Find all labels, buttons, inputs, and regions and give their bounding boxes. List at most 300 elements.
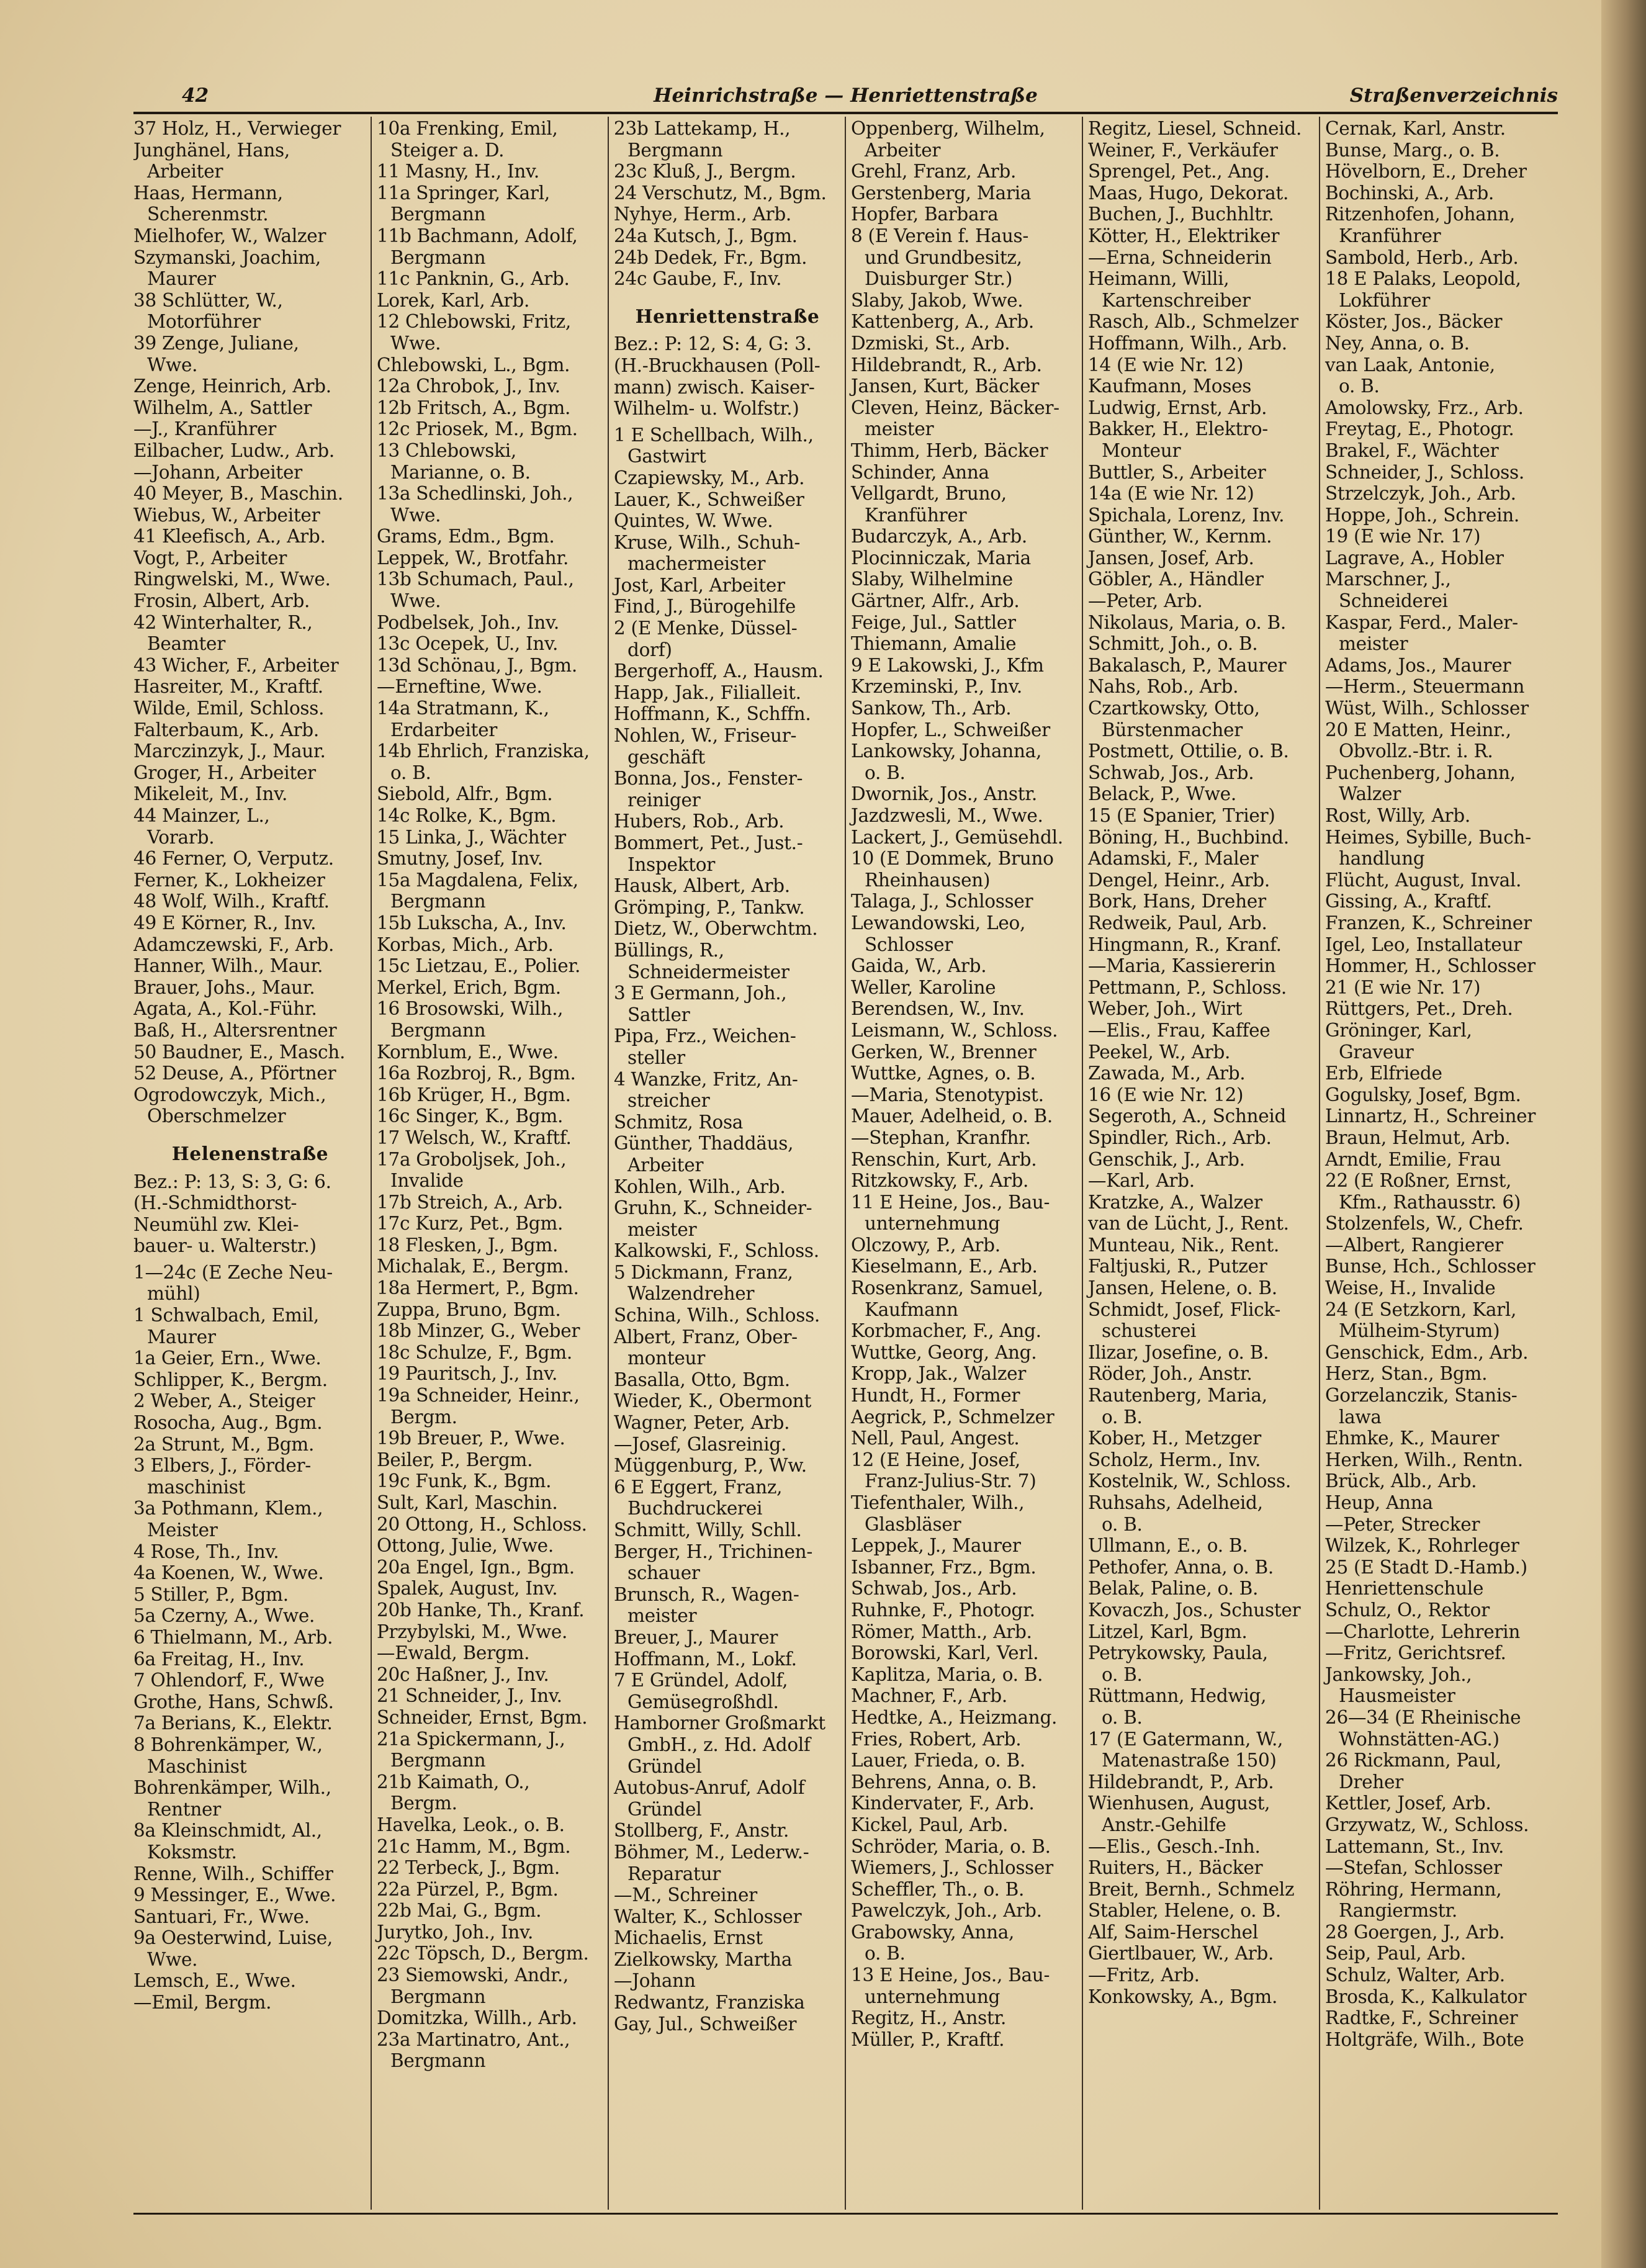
directory-entry-line: 16c Singer, K., Bgm. [377,1105,564,1127]
directory-entry-line: Schneider, J., Schloss. [1325,461,1524,483]
directory-entry-line: 13d Schönau, J., Bgm. [377,654,577,676]
directory-entry-line: —Charlotte, Lehrerin [1325,1621,1521,1642]
directory-entry-line: Michaelis, Ernst [614,1927,763,1949]
directory-entry-line: Schröder, Maria, o. B. [851,1835,1051,1857]
directory-entry-line: 52 Deuse, A., Pförtner [133,1063,336,1084]
directory-entry-line: 19 Pauritsch, J., Inv. [377,1363,558,1385]
directory-entry-line: Chlebowski, L., Bgm. [377,354,570,376]
directory-entry-line: Böning, H., Buchbind. [1088,826,1289,848]
directory-entry-line: Ottong, Julie, Wwe. [377,1535,554,1557]
directory-entry-line: Zawada, M., Arb. [1088,1063,1246,1084]
directory-entry-line: 12 Chlebowski, Fritz, [377,311,571,333]
directory-entry-line: Wwe. [147,1948,198,1970]
directory-entry-line: Szymanski, Joachim, [133,246,321,268]
directory-entry-line: 24b Dedek, Fr., Bgm. [614,246,807,268]
directory-entry-line: Kaufmann, Moses [1088,376,1252,397]
directory-entry-line: 14a (E wie Nr. 12) [1088,483,1254,505]
directory-entry-line: 21c Hamm, M., Bgm. [377,1835,571,1857]
directory-entry-line: Wienhusen, August, [1088,1793,1270,1814]
directory-entry-line: Bunse, Hch., Schlosser [1325,1256,1536,1277]
directory-entry-line: Rheinhausen) [865,869,991,891]
directory-entry-line: Henriettenschule [1325,1578,1484,1600]
directory-entry-line: —Erneftine, Wwe. [377,676,542,698]
directory-entry-line: Brauer, Johs., Maur. [133,976,315,998]
directory-entry-line: 3 E Germann, Joh., [614,983,787,1004]
directory-entry-line: 20a Engel, Ign., Bgm. [377,1556,575,1578]
directory-entry-line: reiniger [627,789,701,811]
directory-entry-line: —Elis., Gesch.-Inh. [1088,1835,1261,1857]
directory-entry-line: 20b Hanke, Th., Kranf. [377,1599,585,1621]
directory-entry-line: Gaida, W., Arb. [851,955,987,977]
directory-entry-line: Wohnstätten-AG.) [1339,1728,1500,1750]
directory-entry-line: Kattenberg, A., Arb. [851,311,1034,333]
directory-entry-line: steller [627,1046,685,1068]
directory-entry-line: Havelka, Leok., o. B. [377,1814,565,1835]
directory-entry-line: —Emil, Bergm. [133,1992,272,2014]
directory-entry-line: Isbanner, Frz., Bgm. [851,1556,1037,1578]
directory-entry-line: Przybylski, M., Wwe. [377,1621,568,1642]
directory-entry-line: Wwe. [390,504,441,526]
directory-entry-line: Arbeiter [147,161,223,182]
directory-entry-line: Schneider, Ernst, Bgm. [377,1706,588,1728]
directory-entry-line: 5 Dickmann, Franz, [614,1261,793,1283]
directory-entry-line: Lattemann, St., Inv. [1325,1835,1504,1857]
directory-entry-line: Wwe. [390,332,441,354]
directory-entry-line: 9a Oesterwind, Luise, [133,1927,333,1949]
page-header [133,79,1558,112]
directory-entry-line: Günther, Thaddäus, [614,1133,794,1154]
directory-entry-line: Podbelsek, Joh., Inv. [377,611,559,633]
directory-entry-line: Schlosser [865,934,953,955]
directory-entry-line: Kötter, H., Elektriker [1088,225,1280,246]
directory-entry-line: o. B. [1102,1663,1143,1685]
directory-entry-line: —Stephan, Kranfhr. [851,1127,1031,1148]
directory-entry-line: dorf) [627,639,672,660]
directory-entry-line: —J., Kranführer [133,418,276,440]
directory-entry-line: Pipa, Frz., Weichen- [614,1025,796,1047]
directory-entry-line: Wüst, Wilh., Schlosser [1325,698,1529,719]
directory-entry-line: Kovaczh, Jos., Schuster [1088,1599,1301,1621]
directory-entry-line: Freytag, E., Photogr. [1325,418,1514,440]
directory-entry-line: Kindervater, F., Arb. [851,1793,1035,1814]
directory-entry-line: Dreher [1339,1771,1403,1793]
directory-entry-line: Rüttmann, Hedwig, [1088,1685,1267,1707]
directory-entry-line: meister [865,418,934,440]
directory-entry-line: Bergmann [390,246,486,268]
directory-entry-line: Heimes, Sybille, Buch- [1325,826,1531,848]
directory-entry-line: Segeroth, A., Schneid [1088,1105,1287,1127]
directory-entry-line: Beiler, P., Bergm. [377,1449,533,1470]
directory-entry-line: Baß, H., Altersrentner [133,1019,337,1041]
directory-entry-line: Gorzelanczik, Stanis- [1325,1385,1518,1406]
directory-entry-line: Jankowsky, Joh., [1325,1663,1472,1685]
directory-entry-line: Bommert, Pet., Just.- [614,832,803,853]
directory-entry-line: Giertlbauer, W., Arb. [1088,1943,1274,1964]
directory-entry-line: Müller, P., Kraftf. [851,2028,1005,2050]
directory-entry-line: Sambold, Herb., Arb. [1325,246,1519,268]
directory-entry-line: 13 E Heine, Jos., Bau- [851,1964,1050,1986]
directory-entry-line: Hausmeister [1339,1685,1455,1707]
directory-entry-line: 14a Stratmann, K., [377,698,549,719]
directory-entry-line: Reparatur [627,1863,721,1884]
directory-entry-line: 9 Messinger, E., Wwe. [133,1884,336,1906]
directory-entry-line: Kfm., Rathausstr. 6) [1339,1191,1521,1213]
directory-entry-line: o. B. [1102,1706,1143,1728]
directory-entry-line: Czartkowsky, Otto, [1088,698,1260,719]
directory-entry-line: Wilde, Emil, Schloss. [133,698,325,719]
directory-entry-line: Pettmann, P., Schloss. [1088,976,1287,998]
directory-entry-line: —Maria, Stenotypist. [851,1084,1044,1105]
directory-entry-line: 40 Meyer, B., Maschin. [133,483,343,505]
directory-entry-line: Hundt, H., Former [851,1385,1020,1406]
directory-entry-line: Grömping, P., Tankw. [614,896,805,918]
directory-entry-line: Maas, Hugo, Dekorat. [1088,182,1289,204]
directory-entry-line: meister [1339,633,1408,655]
directory-entry-line: Zielkowsky, Martha [614,1948,793,1970]
directory-entry-line: Jansen, Kurt, Bäcker [851,376,1040,397]
directory-entry-line: —Josef, Glasreinig. [614,1433,787,1455]
column-4 [845,117,1082,2210]
directory-entry-line: Vorarb. [147,826,215,848]
directory-entry-line: 13b Schumach, Paul., [377,569,574,590]
directory-entry-line: Flücht, August, Inval. [1325,869,1522,891]
footer-rule [133,2213,1558,2215]
directory-entry-line: Pethofer, Anna, o. B. [1088,1556,1274,1578]
directory-entry-line: 23 Siemowski, Andr., [377,1964,569,1986]
directory-entry-line: o. B. [390,762,431,783]
directory-entry-line: Genschik, J., Arb. [1088,1148,1245,1170]
directory-entry-line: 23b Lattekamp, H., [614,118,791,139]
directory-entry-line: Bürstenmacher [1102,719,1243,740]
directory-entry-line: Wwe. [147,354,198,376]
directory-entry-line: Böhmer, M., Lederw.- [614,1841,809,1863]
directory-entry-line: 17 (E Gatermann, W., [1088,1728,1284,1750]
directory-entry-line: 41 Kleefisch, A., Arb. [133,526,326,547]
book-binding-edge [1601,0,1646,2268]
directory-entry-line: Oberschmelzer [147,1105,286,1127]
directory-entry-line: Bergm. [390,1793,457,1814]
directory-entry-line: Schneiderei [1339,590,1448,612]
directory-entry-line: 10 (E Dommek, Bruno [851,848,1054,870]
directory-entry-line: Renne, Wilh., Schiffer [133,1863,333,1884]
directory-entry-line: 14b Ehrlich, Franziska, [377,740,590,762]
directory-entry-line: 8 Bohrenkämper, W., [133,1734,323,1755]
directory-entry-line: geschäft [627,746,705,768]
directory-entry-line: Schmitt, Joh., o. B. [1088,633,1258,655]
directory-entry-line: Braun, Helmut, Arb. [1325,1127,1511,1148]
directory-entry-line: Maurer [147,268,216,290]
directory-entry-line: van Laak, Antonie, [1325,354,1495,376]
directory-entry-line: Bergerhoff, A., Hausm. [614,660,824,682]
directory-entry-line: Lemsch, E., Wwe. [133,1970,296,1992]
directory-entry-line: Müggenburg, P., Ww. [614,1455,807,1477]
directory-entry-line: Adamski, F., Maler [1088,848,1259,870]
directory-entry-line: Gerken, W., Brenner [851,1041,1037,1063]
directory-entry-line: GmbH., z. Hd. Adolf [627,1734,811,1755]
directory-entry-line: Bez.: P: 13, S: 3, G: 6. [133,1171,331,1192]
directory-entry-line: Fries, Robert, Arb. [851,1728,1022,1750]
directory-entry-line: Hoppe, Joh., Schrein. [1325,504,1519,526]
directory-entry-line: 26 Rickmann, Paul, [1325,1750,1501,1771]
directory-entry-line: Vellgardt, Bruno, [851,483,1007,505]
directory-entry-line: Kranführer [1339,225,1441,246]
directory-entry-line: —Maria, Kassiererin [1088,955,1276,977]
directory-entry-line: Faltjuski, R., Putzer [1088,1256,1267,1277]
directory-entry-line: Breuer, J., Maurer [614,1626,778,1648]
directory-entry-line: Sprengel, Pet., Ang. [1088,161,1270,182]
directory-entry-line: Litzel, Karl, Bgm. [1088,1621,1248,1642]
directory-entry-line: 16 Brosowski, Wilh., [377,998,564,1020]
directory-entry-line: Ringwelski, M., Wwe. [133,569,331,590]
directory-entry-line: Kettler, Josef, Arb. [1325,1793,1491,1814]
directory-entry-line: Röder, Joh., Anstr. [1088,1363,1252,1385]
directory-entry-line: Domitzka, Willh., Arb. [377,2007,577,2029]
directory-entry-line: 24 (E Setzkorn, Karl, [1325,1298,1517,1320]
directory-entry-line: Jansen, Helene, o. B. [1088,1277,1277,1299]
directory-entry-line: Gay, Jul., Schweißer [614,2013,797,2035]
directory-entry-line: 2 (E Menke, Düssel- [614,618,798,639]
directory-entry-line: Junghänel, Hans, [133,139,290,161]
directory-entry-line: Thiemann, Amalie [851,633,1017,655]
column-2 [371,117,608,2210]
directory-entry-line: Kropp, Jak., Walzer [851,1363,1027,1385]
directory-entry-line: streicher [627,1090,710,1112]
directory-entry-line: 17 Welsch, W., Kraftf. [377,1127,572,1148]
directory-entry-line: Siebold, Alfr., Bgm. [377,783,553,805]
directory-entry-line: 12a Chrobok, J., Inv. [377,376,560,397]
directory-entry-line: Strzelczyk, Joh., Arb. [1325,483,1516,505]
directory-entry-line: 3a Pothmann, Klem., [133,1498,323,1519]
directory-entry-line: 28 Goergen, J., Arb. [1325,1921,1505,1943]
directory-entry-line: Obvollz.-Btr. i. R. [1339,740,1493,762]
directory-entry-line: —Peter, Strecker [1325,1513,1480,1535]
directory-entry-line: o. B. [1102,1513,1143,1535]
directory-entry-line: Bergmann [390,1986,486,2007]
directory-entry-line: Gruhn, K., Schneider- [614,1197,812,1219]
directory-entry-line: Schinder, Anna [851,461,989,483]
directory-entry-line: Erb, Elfriede [1325,1063,1442,1084]
directory-entry-line: Günther, W., Kernm. [1088,526,1272,547]
directory-entry-line: Kaplitza, Maria, o. B. [851,1663,1043,1685]
directory-entry-line: Kruse, Wilh., Schuh- [614,531,800,553]
directory-entry-line: Tiefenthaler, Wilh., [851,1492,1025,1513]
directory-entry-line: Kickel, Paul, Arb. [851,1814,1009,1835]
page-number: 42 [182,84,209,107]
directory-entry-line: Merkel, Erich, Bgm. [377,976,561,998]
directory-entry-line: 7 E Gründel, Adolf, [614,1670,788,1691]
directory-entry-line: Gogulsky, Josef, Bgm. [1325,1084,1521,1105]
directory-entry-line: 1a Geier, Ern., Wwe. [133,1348,322,1369]
directory-entry-line: 23a Martinatro, Ant., [377,2028,570,2050]
directory-entry-line: Igel, Leo, Installateur [1325,934,1522,955]
directory-entry-line: 22b Mai, G., Bgm. [377,1900,542,1922]
directory-entry-line: Buchdruckerei [627,1498,763,1519]
directory-entry-line: Leismann, W., Schloss. [851,1019,1058,1041]
directory-entry-line: Schmidt, Josef, Flick- [1088,1298,1281,1320]
directory-entry-line: 42 Winterhalter, R., [133,611,313,633]
directory-entry-line: Bergmann [390,1750,486,1771]
directory-entry-line: Ludwig, Ernst, Arb. [1088,397,1267,418]
directory-entry-line: Radtke, F., Schreiner [1325,2007,1518,2029]
directory-entry-line: Slaby, Jakob, Wwe. [851,289,1023,311]
directory-entry-line: Brück, Alb., Arb. [1325,1470,1477,1492]
directory-entry-line: Hommer, H., Schlosser [1325,955,1536,977]
directory-entry-line: Ogrodowczyk, Mich., [133,1084,326,1105]
directory-entry-line: Belak, Paline, o. B. [1088,1578,1259,1600]
directory-entry-line: Sattler [627,1004,690,1025]
directory-entry-line: Bonna, Jos., Fenster- [614,768,803,790]
directory-entry-line: Schneidermeister [627,961,789,983]
directory-entry-line: 1 Schwalbach, Emil, [133,1305,319,1326]
directory-entry-line: Korbmacher, F., Ang. [851,1320,1041,1342]
directory-entry-line: Berger, H., Trichinen- [614,1541,813,1562]
directory-entry-line: 11b Bachmann, Adolf, [377,225,578,246]
directory-entry-line: meister [627,1218,697,1240]
directory-entry-line: van de Lücht, J., Rent. [1088,1213,1289,1235]
directory-entry-line: Jost, Karl, Arbeiter [614,574,785,596]
directory-entry-line: Lewandowski, Leo, [851,912,1026,934]
directory-entry-line: Kostelnik, W., Schloss. [1088,1470,1291,1492]
directory-entry-line: 4 Wanzke, Fritz, An- [614,1068,798,1090]
directory-entry-line: Stollberg, F., Anstr. [614,1820,789,1842]
directory-entry-line: Adams, Jos., Maurer [1325,654,1511,676]
directory-entry-line: 2 Weber, A., Steiger [133,1390,315,1412]
directory-entry-line: Kaufmann [865,1298,958,1320]
directory-entry-line: Amolowsky, Frz., Arb. [1325,397,1524,418]
directory-entry-line: Hoffmann, K., Schffn. [614,703,811,725]
directory-entry-line: Puchenberg, Johann, [1325,762,1516,783]
directory-entry-line: Büllings, R., [614,939,724,961]
directory-entry-line: 13 Chlebowski, [377,439,516,461]
directory-entry-line: Wwe. [390,590,441,612]
directory-entry-line: Breit, Bernh., Schmelz [1088,1878,1295,1900]
directory-entry-line: Hoffmann, M., Lokf. [614,1648,797,1670]
directory-entry-line: Slaby, Wilhelmine [851,569,1013,590]
directory-entry-line: Wilhelm- u. Wolfstr.) [614,398,799,420]
directory-entry-line: 13a Schedlinski, Joh., [377,483,573,505]
directory-entry-line: Nikolaus, Maria, o. B. [1088,611,1286,633]
directory-entry-line: Koksmstr. [147,1841,237,1863]
directory-entry-line: Munteau, Nik., Rent. [1088,1234,1280,1256]
directory-entry-line: 8 (E Verein f. Haus- [851,225,1029,246]
directory-entry-line: Lackert, J., Gemüsehdl. [851,826,1063,848]
directory-entry-line: 9 E Lakowski, J., Kfm [851,654,1044,676]
directory-entry-line: Albert, Franz, Ober- [614,1326,798,1348]
directory-entry-line: Bergmann [390,891,486,912]
directory-entry-line: Kieselmann, E., Arb. [851,1256,1038,1277]
directory-entry-line: Hasreiter, M., Kraftf. [133,676,323,698]
directory-entry-line: Hedtke, A., Heizmang. [851,1706,1058,1728]
directory-entry-line: 12c Priosek, M., Bgm. [377,418,578,440]
directory-entry-line: Bohrenkämper, Wilh., [133,1777,331,1799]
directory-entry-line: 19 (E wie Nr. 17) [1325,526,1481,547]
directory-entry-line: 11 Masny, H., Inv. [377,161,540,182]
directory-entry-line: Sankow, Th., Arb. [851,698,1012,719]
directory-entry-line: —Erna, Schneiderin [1088,246,1272,268]
directory-entry-line: Inspektor [627,853,716,875]
directory-entry-line: und Grundbesitz, [865,246,1022,268]
directory-entry-line: machermeister [627,553,766,575]
directory-entry-line: Hamborner Großmarkt [614,1712,825,1734]
directory-entry-line: handlung [1339,848,1425,870]
directory-entry-line: Neumühl zw. Klei- [133,1213,299,1235]
directory-entry-line: 4 Rose, Th., Inv. [133,1541,279,1562]
directory-entry-line: Michalak, E., Bergm. [377,1256,569,1277]
directory-entry-line: Mauer, Adelheid, o. B. [851,1105,1053,1127]
directory-entry-line: 21 (E wie Nr. 17) [1325,976,1481,998]
directory-entry-line: Behrens, Anna, o. B. [851,1771,1037,1793]
directory-entry-line: Rentner [147,1798,221,1820]
directory-entry-line: Mülheim-Styrum) [1339,1320,1500,1342]
directory-entry-line: 48 Wolf, Wilh., Kraftf. [133,891,330,912]
directory-entry-line: Weller, Karoline [851,976,996,998]
directory-entry-line: Buttler, S., Arbeiter [1088,461,1266,483]
directory-entry-line: (H.-Schmidthorst- [133,1192,297,1214]
directory-entry-line: Find, J., Bürogehilfe [614,596,796,618]
directory-entry-line: Göbler, A., Händler [1088,569,1264,590]
directory-entry-line: Redweik, Paul, Arb. [1088,912,1267,934]
directory-entry-line: Mielhofer, W., Walzer [133,225,326,246]
directory-entry-line: 7 Ohlendorf, F., Wwe [133,1670,325,1691]
directory-entry-line: Dengel, Heinr., Arb. [1088,869,1270,891]
directory-entry-line: Postmett, Ottilie, o. B. [1088,740,1289,762]
directory-entry-line: Duisburger Str.) [865,268,1013,290]
directory-entry-line: Dietz, W., Oberwchtm. [614,918,818,940]
directory-entry-line: 1 E Schellbach, Wilh., [614,424,814,446]
directory-entry-line: Haas, Hermann, [133,182,283,204]
directory-entry-line: Rosenkranz, Samuel, [851,1277,1043,1299]
directory-entry-line: Hildebrandt, P., Arb. [1088,1771,1274,1793]
directory-entry-line: Motorführer [147,311,261,333]
directory-entry-line: Matenastraße 150) [1102,1750,1277,1771]
directory-entry-line: 6 Thielmann, M., Arb. [133,1626,333,1648]
directory-entry-line: Falterbaum, K., Arb. [133,719,319,740]
directory-entry-line: Maschinist [147,1755,247,1777]
directory-entry-line: Köster, Jos., Bäcker [1325,311,1503,333]
directory-entry-line: Grabowsky, Anna, [851,1921,1015,1943]
directory-entry-line: Schulz, Walter, Arb. [1325,1964,1505,1986]
directory-entry-line: 37 Holz, H., Verwieger [133,118,341,139]
directory-entry-line: Anstr.-Gehilfe [1102,1814,1226,1835]
directory-entry-line: Leppek, J., Maurer [851,1535,1021,1557]
directory-entry-line: 44 Mainzer, L., [133,805,270,826]
directory-entry-line: Dzmiski, St., Arb. [851,332,1010,354]
directory-entry-line: Groger, H., Arbeiter [133,762,316,783]
directory-entry-line: monteur [627,1348,706,1369]
directory-entry-line: (H.-Bruckhausen (Poll- [614,354,821,376]
directory-entry-line: Wilzek, K., Rohrleger [1325,1535,1519,1557]
directory-entry-line: Gastwirt [627,446,706,467]
directory-entry-line: Ruhsahs, Adelheid, [1088,1492,1263,1513]
directory-entry-line: Ruiters, H., Bäcker [1088,1857,1263,1879]
directory-entry-line: Zuppa, Bruno, Bgm. [377,1298,561,1320]
directory-entry-line: Wiemers, J., Schlosser [851,1857,1053,1879]
directory-entry-line: Gärtner, Alfr., Arb. [851,590,1020,612]
directory-entry-line: Zenge, Heinrich, Arb. [133,376,331,397]
directory-entry-line: 22c Töpsch, D., Bergm. [377,1943,589,1964]
directory-entry-line: Adamczewski, F., Arb. [133,934,335,955]
directory-entry-line: 13c Ocepek, U., Inv. [377,633,559,655]
directory-entry-line: schauer [627,1562,700,1584]
directory-entry-line: Basalla, Otto, Bgm. [614,1369,790,1390]
directory-entry-line: Jurytko, Joh., Inv. [377,1921,534,1943]
directory-entry-line: Nyhye, Herm., Arb. [614,204,792,225]
directory-entry-line: Walzendreher [627,1283,755,1305]
directory-entry-line: Quintes, W. Wwe. [614,510,773,532]
directory-entry-line: Hövelborn, E., Dreher [1325,161,1527,182]
directory-entry-line: Lankowsky, Johanna, [851,740,1042,762]
directory-entry-line: Kratzke, A., Walzer [1088,1191,1262,1213]
